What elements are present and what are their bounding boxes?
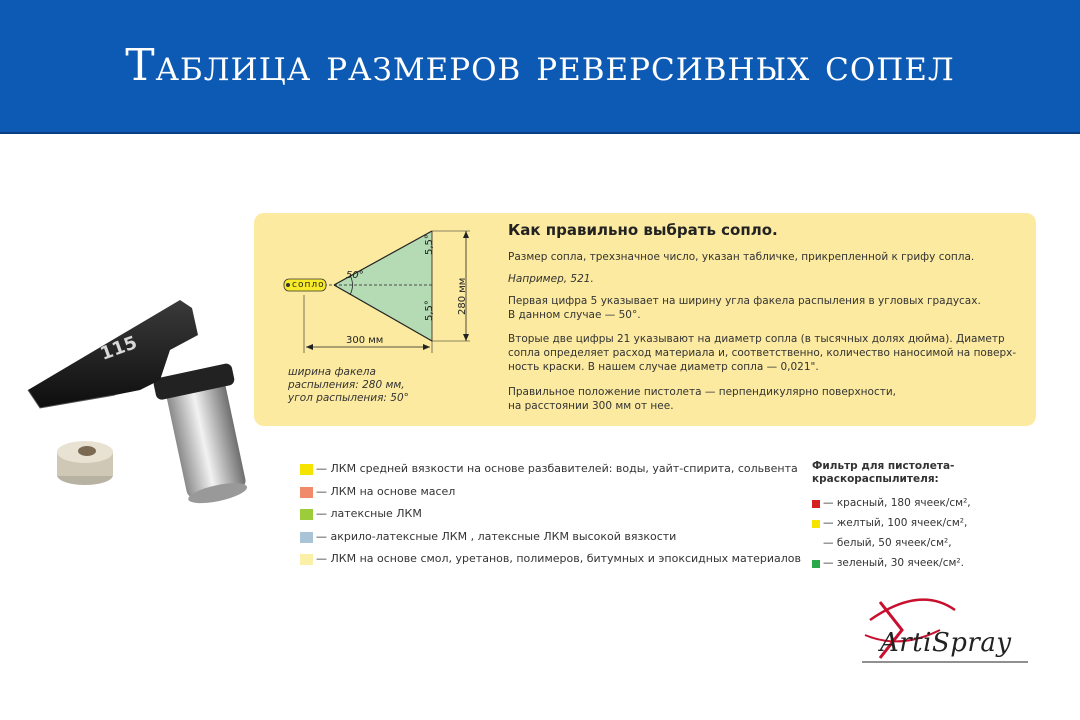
- artispray-logo: [860, 590, 1035, 670]
- legend-item: — ЛКМ средней вязкости на основе разбавителей: воды, уайт-спирита, сольвента: [300, 460, 800, 483]
- legend-item: — ЛКМ на основе масел: [300, 483, 800, 506]
- color-swatch: [300, 509, 313, 520]
- filter-legend: [812, 460, 1012, 576]
- dim-top-label: 5,5°: [424, 234, 435, 255]
- logo-text: ArtiSpray: [880, 628, 1012, 658]
- legend-item: — акрило-латексные ЛКМ , латексные ЛКМ высокой вязкости: [300, 528, 800, 551]
- filter-item: — зеленый, 30 ячеек/см².: [812, 556, 1012, 576]
- distance-label: 300 мм: [346, 335, 384, 346]
- diagram-caption: ширина факела распыления: 280 мм, угол распыления: 50°: [288, 366, 409, 404]
- filter-title: Фильтр для пистолета-краскораспылителя:: [812, 460, 955, 485]
- color-swatch: [812, 520, 820, 528]
- spray-tip-image: [20, 290, 270, 520]
- nozzle-label: сопло: [292, 280, 325, 290]
- tip-size-number: 115: [97, 332, 141, 365]
- title-banner: [0, 0, 1080, 134]
- color-swatch: [300, 487, 313, 498]
- legend-item: — ЛКМ на основе смол, уретанов, полимеров, битумных и эпоксидных материалов: [300, 550, 800, 573]
- dim-bottom-label: 5,5°: [424, 300, 435, 321]
- filter-item: — красный, 180 ячеек/см²,: [812, 496, 1012, 516]
- card-paragraph: Первая цифра 5 указывает на ширину угла факела распыления в угловых градусах. В данном случае — 50°.: [508, 295, 981, 321]
- filter-item: — белый, 50 ячеек/см²,: [823, 537, 952, 549]
- filter-item: — желтый, 100 ячеек/см²,: [812, 516, 1012, 536]
- color-swatch: [300, 554, 313, 565]
- color-swatch: [300, 532, 313, 543]
- color-swatch: [812, 560, 820, 568]
- page-title: Таблица размеров реверсивных сопел: [125, 40, 955, 91]
- card-paragraph: Правильное положение пистолета — перпендикулярно поверхности, на расстоянии 300 мм от нее.: [508, 386, 897, 412]
- nozzle-info-card: [254, 213, 1036, 426]
- card-paragraph: Вторые две цифры 21 указывают на диаметр сопла (в тысячных долях дюйма). Диаметр сопла определяет расход материала и, соответственно, количество наносимой на поверх- ность краски. В нашем случае диаметр сопла — 0,021".: [508, 333, 1017, 373]
- height-label: 280 мм: [457, 277, 468, 315]
- card-example: Например, 521.: [508, 273, 594, 285]
- color-swatch: [812, 500, 820, 508]
- card-paragraph: Размер сопла, трехзначное число, указан табличке, прикрепленной к грифу сопла.: [508, 251, 975, 263]
- angle-label: 50°: [346, 270, 364, 281]
- material-legend: [300, 460, 800, 573]
- card-heading: Как правильно выбрать сопло.: [508, 221, 778, 239]
- color-swatch: [300, 464, 313, 475]
- legend-item: — латексные ЛКМ: [300, 505, 800, 528]
